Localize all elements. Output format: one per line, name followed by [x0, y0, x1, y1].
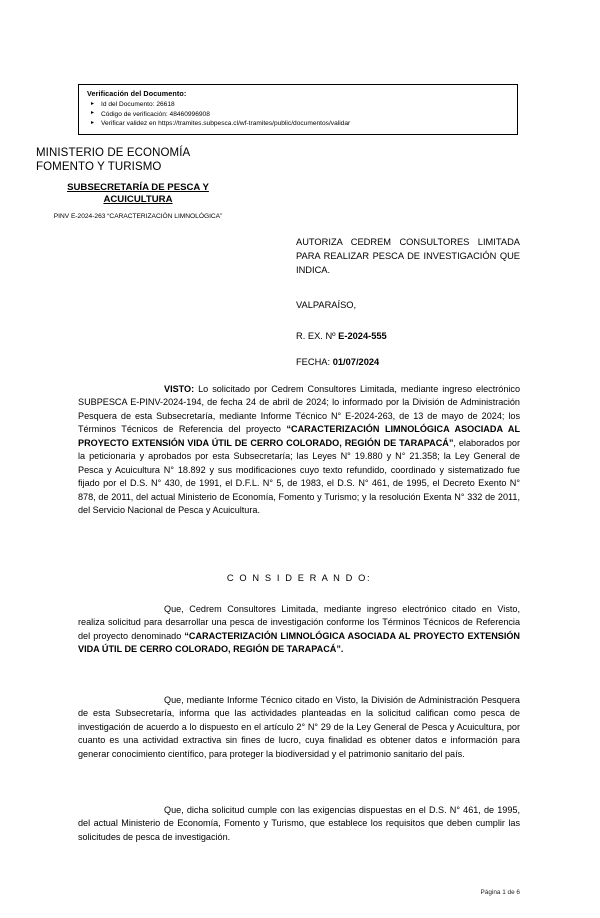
- ministry-line-1: MINISTERIO DE ECONOMÍA: [36, 147, 191, 159]
- letterhead: [36, 146, 276, 222]
- considerando-paragraph-3: [78, 804, 520, 844]
- paragraph-1-text: Que, Cedrem Consultores Limitada, mediante ingreso electrónico citado en Visto, realiza solicitud para desarrollar una pesca de investigación conforme los Términos Técnicos de Referencia del proyecto denominado: [78, 604, 520, 641]
- verification-title: Verificación del Documento:: [87, 89, 187, 98]
- project-code: PINV E-2024-263 “CARACTERIZACIÓN LIMNOLÓGICA”: [53, 212, 223, 220]
- resolution-number: E-2024-555: [338, 331, 387, 341]
- considerando-heading: C O N S I D E R A N D O:: [226, 573, 372, 583]
- ministry-line-2: FOMENTO Y TURISMO: [36, 161, 162, 174]
- city-line: VALPARAÍSO,: [296, 300, 357, 310]
- visto-label: VISTO:: [164, 384, 195, 394]
- visto-project-name: “CARACTERIZACIÓN LIMNOLÓGICA ASOCIADA AL PROYECTO EXTENSIÓN VIDA ÚTIL DE CERRO COLORADO, REGIÓN DE TARAPACÁ”: [78, 424, 520, 448]
- date-label: FECHA:: [296, 357, 333, 367]
- list-item: ▸ Verificar validez en https://tramites.subpesca.cl/wf-tramites/public/documentos/validar: [87, 119, 511, 129]
- paragraph-3-text: Que, dicha solicitud cumple con las exigencias dispuestas en el D.S. N° 461, de 1995, del actual Ministerio de Economía, Fomento y Turismo, que establece los requisitos que deben cumplir las solicitudes de pesca de investigación.: [78, 805, 520, 842]
- list-item: ▸ Id del Documento: 26618: [87, 100, 511, 110]
- paragraph-1-project-name: “CARACTERIZACIÓN LIMNOLÓGICA ASOCIADA AL PROYECTO EXTENSIÓN VIDA ÚTIL DE CERRO COLORADO, REGIÓN DE TARAPACÁ”.: [78, 630, 520, 655]
- considerando-paragraph-2: [78, 694, 520, 761]
- visto-paragraph: [78, 383, 520, 518]
- subsecretaria-title: SUBSECRETARÍA DE PESCA Y ACUICULTURA: [67, 181, 209, 206]
- resolution-label: R. EX. Nº: [296, 331, 339, 341]
- verification-box: [78, 84, 518, 135]
- page-number: Página 1 de 6: [480, 889, 520, 896]
- considerando-paragraph-1: [78, 603, 520, 657]
- document-subject: AUTORIZA CEDREM CONSULTORES LIMITADA PARA REALIZAR PESCA DE INVESTIGACIÓN QUE INDICA.: [296, 237, 520, 275]
- list-item: ▸ Código de verificación: 48460996908: [87, 110, 511, 120]
- paragraph-2-text: Que, mediante Informe Técnico citado en Visto, la División de Administración Pesquera de esta Subsecretaría, informa que las actividades planteadas en la solicitud califican como pesca de investigación de acuerdo a lo dispuesto en el artículo 2° N° 29 de la Ley General de Pesca y Acuicultura, por cuanto es una actividad extractiva sin fines de lucro, cuya finalidad es obtener datos e información para generar conocimiento científico, para proteger la biodiversidad y el patrimonio sanitario del país.: [78, 695, 520, 759]
- verification-list: [87, 100, 511, 129]
- date-value: 01/07/2024: [332, 357, 380, 367]
- visto-text-1: Lo solicitado por Cedrem Consultores Limitada, mediante ingreso electrónico SUBPESCA E-PINV-2024-194, de fecha 24 de abril de 2024; lo informado por la División de Administración Pesquera de esta Subsecretaría, mediante Informe Técnico N° E-2024-263, de 13 de mayo de 2024; los Términos Técnicos de Referencia del proyecto: [78, 384, 520, 435]
- resolution-line: [296, 331, 520, 341]
- date-line: [296, 357, 520, 367]
- visto-text-2: , elaborados por la peticionaria y aprobados por esta Subsecretaría; las Leyes N° 19.880 y N° 21.358; la Ley General de Pesca y Acuicultura N° 18.892 y sus modificaciones cuyo texto refundido, coordinado y sistematizado fue fijado por el D.S. N° 430, de 1991, el D.F.L. N° 5, de 1983, el D.S. N° 461, de 1995, el Decreto Exento N° 878, de 2011, del actual Ministerio de Economía, Fomento y Turismo; y la resolución Exenta N° 332 de 2011, del Servicio Nacional de Pesca y Acuicultura.: [78, 437, 520, 516]
